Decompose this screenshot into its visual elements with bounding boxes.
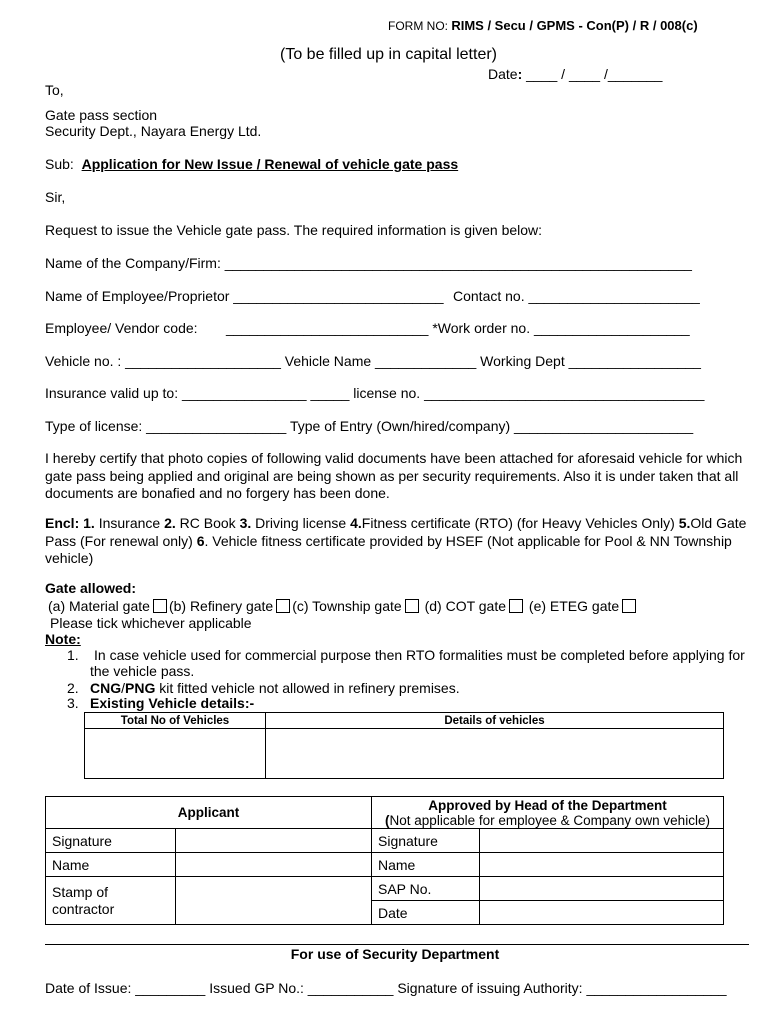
salutation: Sir,	[45, 189, 66, 205]
date-field[interactable]: ____ / ____ /_______	[522, 66, 663, 82]
refinery-gate-checkbox[interactable]	[276, 599, 290, 613]
insurance-field[interactable]: Insurance valid up to: ________________ _____ license no. ____________________________________	[45, 385, 705, 401]
address-line-1: Gate pass section	[45, 107, 158, 123]
form-number: FORM NO: RIMS / Secu / GPMS - Con(P) / R / 008(c)	[388, 18, 698, 33]
hod-name-cell[interactable]	[480, 853, 724, 877]
applicant-signature-label: Signature	[46, 829, 176, 853]
cot-gate-checkbox[interactable]	[509, 599, 523, 613]
note-1-text: In case vehicle used for commercial purpose then RTO formalities must be completed before applying for	[94, 647, 745, 663]
address-line-2: Security Dept., Nayara Energy Ltd.	[45, 123, 262, 139]
subject-text: Application for New Issue / Renewal of vehicle gate pass	[81, 156, 459, 172]
stamp-label: Stamp of contractor	[46, 877, 176, 925]
vendor-workorder-field[interactable]: __________________________ *Work order no. ____________________	[226, 320, 690, 336]
tick-hint: Please tick whichever applicable	[50, 615, 252, 631]
enclosures: Encl: 1. Insurance 2. RC Book 3. Driving license 4.Fitness certificate (RTO) (for Heavy Vehicles Only) 5.Old Gate Pass (For renewal only) 6. Vehicle fitness certificate provided by HSEF (Not applicable for Pool & NN Township vehicle)	[45, 515, 747, 566]
material-gate-checkbox[interactable]	[153, 599, 167, 613]
license-field[interactable]: Type of license: __________________ Type of Entry (Own/hired/company) _______________________	[45, 418, 694, 434]
contact-field[interactable]: Contact no. ______________________	[453, 288, 700, 304]
fill-instruction: (To be filled up in capital letter)	[280, 46, 497, 63]
to-line: To,	[45, 82, 64, 98]
subject-line: Sub: Application for New Issue / Renewal of vehicle gate pass	[45, 156, 459, 172]
date-cell[interactable]	[480, 901, 724, 925]
note-2-text: CNG/PNG kit fitted vehicle not allowed in refinery premises.	[90, 680, 460, 696]
applicant-name-label: Name	[46, 853, 176, 877]
gate-options: (a) Material gate (b) Refinery gate (c) Township gate (d) COT gate (e) ETEG gate	[48, 598, 638, 614]
approval-table	[45, 796, 724, 925]
note-3-text: Existing Vehicle details:-	[90, 695, 255, 711]
note-title: Note:	[45, 631, 81, 647]
sap-no-label: SAP No.	[372, 877, 480, 901]
security-title: For use of Security Department	[290, 946, 500, 962]
total-vehicles-cell[interactable]	[85, 729, 266, 779]
applicant-signature-cell[interactable]	[176, 829, 372, 853]
employee-name-field[interactable]: Name of Employee/Proprietor ___________________________	[45, 288, 444, 304]
date-line: Date: ____ / ____ /_______	[488, 66, 663, 82]
note-2-number: 2.	[67, 680, 79, 696]
hod-signature-cell[interactable]	[480, 829, 724, 853]
applicant-name-cell[interactable]	[176, 853, 372, 877]
approved-header: Approved by Head of the Department (Not applicable for employee & Company own vehicle)	[372, 797, 724, 829]
section-divider	[45, 944, 749, 945]
total-vehicles-header: Total No of Vehicles	[85, 713, 266, 729]
existing-vehicles-table	[84, 712, 724, 779]
hod-name-label: Name	[372, 853, 480, 877]
certification-text: I hereby certify that photo copies of following valid documents have been attached for aforesaid vehicle for which gate pass being applied and original are being shown as per security requirements. Also it is under taken that all documents are bonafied and no forgery has been done.	[45, 450, 743, 501]
note-3-number: 3.	[67, 695, 79, 711]
applicant-header: Applicant	[46, 797, 372, 829]
vendor-code-label: Employee/ Vendor code:	[45, 320, 198, 336]
request-text: Request to issue the Vehicle gate pass. The required information is given below:	[45, 222, 543, 238]
township-gate-checkbox[interactable]	[405, 599, 419, 613]
hod-signature-label: Signature	[372, 829, 480, 853]
vehicle-field[interactable]: Vehicle no. : ____________________ Vehicle Name _____________ Working Dept _________________	[45, 353, 701, 369]
company-name-field[interactable]: Name of the Company/Firm: ____________________________________________________________	[45, 255, 692, 271]
sap-no-cell[interactable]	[480, 877, 724, 901]
security-footer-fields[interactable]: Date of Issue: _________ Issued GP No.: ___________ Signature of issuing Authority: __________________	[45, 980, 727, 996]
gate-allowed-title: Gate allowed:	[45, 580, 137, 596]
note-1-text-cont: the vehicle pass.	[90, 663, 195, 679]
vehicle-details-cell[interactable]	[266, 729, 724, 779]
note-1-number: 1.	[67, 647, 79, 663]
vehicle-details-header: Details of vehicles	[266, 713, 724, 729]
stamp-cell[interactable]	[176, 877, 372, 925]
eteg-gate-checkbox[interactable]	[622, 599, 636, 613]
date-label: Date	[372, 901, 480, 925]
